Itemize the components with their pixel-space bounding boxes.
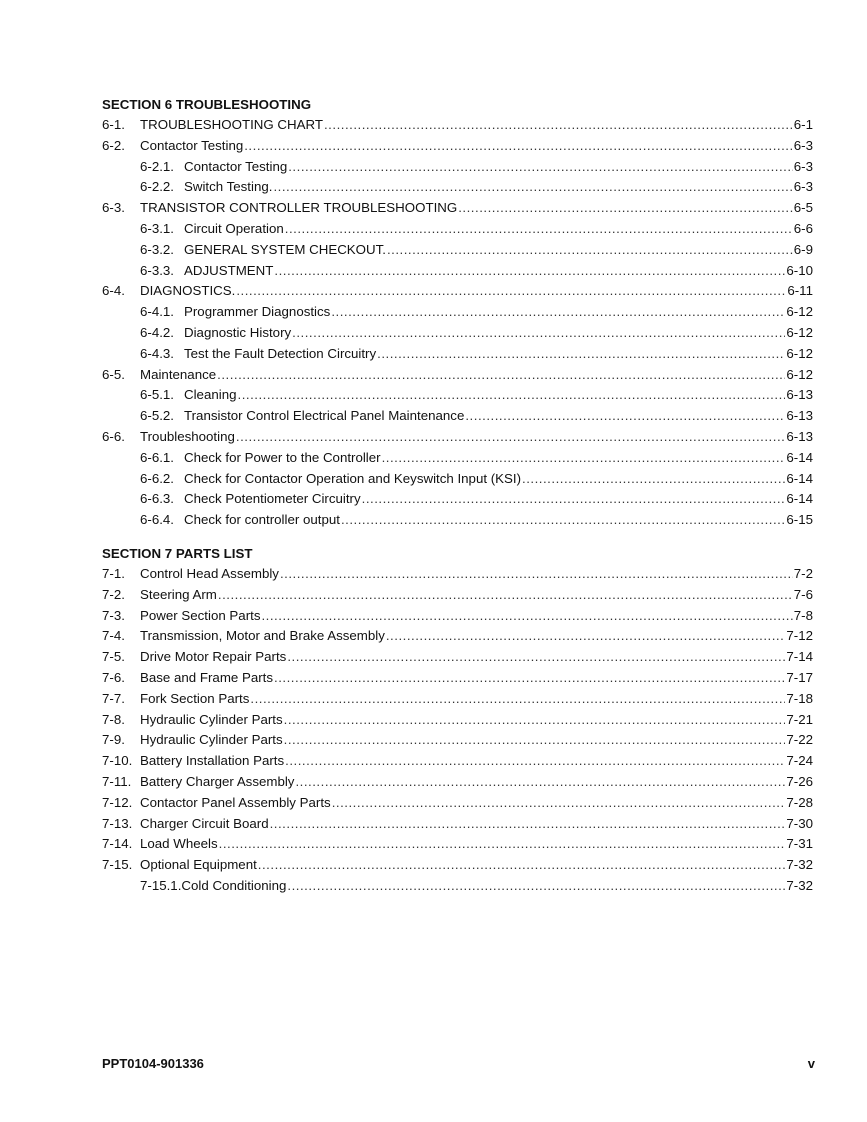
toc-entry-number: 6-2. <box>102 137 125 153</box>
toc-entry[interactable] <box>102 365 813 386</box>
toc-entry[interactable] <box>102 157 813 178</box>
toc-entry-page: 6-6 <box>793 220 813 236</box>
toc-entry-title: Check Potentiometer Circuitry <box>184 491 361 507</box>
toc-entry-page: 7-2 <box>793 565 813 581</box>
toc-entry-page: 7-30 <box>786 815 813 831</box>
toc-entry-title: Hydraulic Cylinder Parts <box>140 732 283 748</box>
toc-entry-page: 7-17 <box>786 669 813 685</box>
toc-entry-number: 7-7. <box>102 690 125 706</box>
dot-leader <box>386 626 786 647</box>
toc-entry-title: Contactor Panel Assembly Parts <box>140 794 331 810</box>
dot-leader <box>284 730 786 751</box>
toc-entry-page: 6-13 <box>786 408 813 424</box>
toc-entry-number: 6-3. <box>102 200 125 216</box>
toc-entry-title: Cleaning <box>184 387 237 403</box>
toc-entry-number: 6-3.3. <box>140 262 175 278</box>
toc-entry-number: 7-4. <box>102 628 125 644</box>
toc-entry-number: 6-2.2. <box>140 179 175 195</box>
toc-entry-number: 7-9. <box>102 732 125 748</box>
toc-entry-page: 7-32 <box>786 877 813 893</box>
toc-entry-number: 7-14. <box>102 836 133 852</box>
dot-leader <box>273 177 792 198</box>
toc-entry[interactable] <box>102 302 813 323</box>
toc-entry-title: ADJUSTMENT <box>184 262 274 278</box>
toc-entry-title: Optional Equipment <box>140 857 257 873</box>
toc-entry-page: 7-14 <box>786 649 813 665</box>
dot-leader <box>236 281 786 302</box>
toc-entry-number: 7-8. <box>102 711 125 727</box>
toc-entry[interactable] <box>102 564 813 585</box>
toc-entry-number: 6-4.2. <box>140 324 175 340</box>
toc-entry-number: 6-6.4. <box>140 512 175 528</box>
toc-entry-page: 7-21 <box>786 711 813 727</box>
dot-leader <box>287 647 785 668</box>
toc-entry[interactable] <box>102 136 813 157</box>
toc-entry-page: 6-3 <box>793 158 813 174</box>
toc-entry-title: Switch Testing. <box>184 179 273 195</box>
toc-entry[interactable] <box>102 281 813 302</box>
toc-entry-number: 6-6.1. <box>140 449 175 465</box>
page-number: v <box>807 1056 815 1071</box>
section-heading: SECTION 7 PARTS LIST <box>102 545 253 561</box>
dot-leader <box>324 115 793 136</box>
toc-entry-page: 6-14 <box>786 470 813 486</box>
toc-entry-page: 7-26 <box>786 773 813 789</box>
toc-entry-page: 6-11 <box>787 283 813 299</box>
toc-entry-title: Control Head Assembly <box>140 565 279 581</box>
toc-entry-page: 6-10 <box>786 262 813 278</box>
toc-entry-page: 7-31 <box>786 836 813 852</box>
toc-entry-title: Base and Frame Parts <box>140 669 274 685</box>
dot-leader <box>244 136 793 157</box>
dot-leader <box>270 814 786 835</box>
toc-entry-page: 7-22 <box>786 732 813 748</box>
toc-entry[interactable] <box>102 668 813 689</box>
toc-entry-title: Steering Arm <box>140 586 217 602</box>
toc-entry-title: Test the Fault Detection Circuitry <box>184 345 377 361</box>
toc-entry-number: 6-4.1. <box>140 304 175 320</box>
toc-entry-title: Transistor Control Electrical Panel Maintenance <box>184 408 465 424</box>
section-entries <box>102 115 813 531</box>
toc-entry-page: 6-15 <box>786 512 813 528</box>
toc-entry-number: 7-13. <box>102 815 133 831</box>
toc-entry-number: 7-5. <box>102 649 125 665</box>
toc-entry-page: 6-13 <box>786 428 813 444</box>
dot-leader <box>292 323 785 344</box>
toc-entry-number: 7-12. <box>102 794 133 810</box>
toc-entry[interactable] <box>102 427 813 448</box>
table-of-contents <box>102 95 813 897</box>
toc-entry[interactable] <box>102 772 813 793</box>
toc-entry-page: 7-8 <box>793 607 813 623</box>
toc-entry-title: Maintenance <box>140 366 217 382</box>
dot-leader <box>280 564 793 585</box>
toc-entry-number: 6-4.3. <box>140 345 175 361</box>
dot-leader <box>250 689 785 710</box>
toc-entry-number: 6-5.2. <box>140 408 175 424</box>
toc-entry-title: Drive Motor Repair Parts <box>140 649 287 665</box>
dot-leader <box>238 385 786 406</box>
toc-entry-number: 7-6. <box>102 669 125 685</box>
dot-leader <box>236 427 786 448</box>
toc-entry-title: Load Wheels <box>140 836 218 852</box>
toc-entry-title: Contactor Testing <box>140 137 244 153</box>
dot-leader <box>341 510 785 531</box>
dot-leader <box>522 469 785 490</box>
document-id: PPT0104-901336 <box>102 1056 204 1071</box>
dot-leader <box>288 157 793 178</box>
toc-entry-page: 6-9 <box>793 241 813 257</box>
dot-leader <box>331 302 785 323</box>
toc-entry-number: 6-3.2. <box>140 241 175 257</box>
toc-entry-number: 6-5. <box>102 366 125 382</box>
toc-entry-page: 7-18 <box>786 690 813 706</box>
dot-leader <box>458 198 793 219</box>
toc-entry-page: 7-28 <box>786 794 813 810</box>
dot-leader <box>219 834 786 855</box>
toc-entry-page: 7-12 <box>786 628 813 644</box>
toc-entry-title: Check for Power to the Controller <box>184 449 381 465</box>
toc-entry-title: Check for Contactor Operation and Keyswitch Input (KSI) <box>184 470 522 486</box>
toc-entry-title: Contactor Testing <box>184 158 288 174</box>
toc-entry-page: 6-13 <box>786 387 813 403</box>
dot-leader <box>387 240 793 261</box>
toc-entry[interactable] <box>102 626 813 647</box>
toc-entry-title: Diagnostic History <box>184 324 292 340</box>
dot-leader <box>362 489 786 510</box>
dot-leader <box>285 751 785 772</box>
toc-entry[interactable] <box>102 751 813 772</box>
toc-entry-page: 6-12 <box>786 304 813 320</box>
dot-leader <box>218 585 793 606</box>
toc-entry[interactable] <box>102 814 813 835</box>
toc-entry[interactable] <box>102 855 813 876</box>
toc-entry-number: 6-6. <box>102 428 125 444</box>
toc-entry-title: GENERAL SYSTEM CHECKOUT. <box>184 241 386 257</box>
toc-entry[interactable] <box>102 730 813 751</box>
toc-entry-title: Transmission, Motor and Brake Assembly <box>140 628 385 644</box>
toc-entry-title: Battery Installation Parts <box>140 753 285 769</box>
toc-entry[interactable] <box>102 489 813 510</box>
dot-leader <box>258 855 786 876</box>
toc-entry-number: 7-2. <box>102 586 125 602</box>
dot-leader <box>295 772 785 793</box>
toc-entry-number: 6-1. <box>102 117 125 132</box>
toc-entry[interactable] <box>102 219 813 240</box>
dot-leader <box>465 406 785 427</box>
toc-entry[interactable] <box>102 793 813 814</box>
toc-entry[interactable] <box>102 385 813 406</box>
toc-entry[interactable] <box>102 585 813 606</box>
toc-entry[interactable] <box>102 177 813 198</box>
toc-entry[interactable] <box>102 689 813 710</box>
toc-entry-title: Fork Section Parts <box>140 690 250 706</box>
dot-leader <box>382 448 786 469</box>
page-footer <box>102 1056 815 1071</box>
toc-entry[interactable] <box>102 834 813 855</box>
dot-leader <box>274 668 785 689</box>
dot-leader <box>377 344 785 365</box>
toc-entry-title: Hydraulic Cylinder Parts <box>140 711 283 727</box>
toc-entry-page: 6-12 <box>786 345 813 361</box>
toc-entry[interactable] <box>102 606 813 627</box>
toc-entry[interactable] <box>102 510 813 531</box>
toc-entry-number: 7-15.1. <box>140 877 182 893</box>
toc-entry[interactable] <box>102 647 813 668</box>
toc-entry[interactable] <box>102 876 813 897</box>
toc-entry-page: 6-5 <box>793 200 813 216</box>
toc-entry-page: 6-12 <box>786 324 813 340</box>
toc-entry-title: TROUBLESHOOTING CHART <box>140 117 323 132</box>
toc-entry-title: Programmer Diagnostics <box>184 304 331 320</box>
dot-leader <box>284 710 786 731</box>
section-entries <box>102 564 813 897</box>
dot-leader <box>332 793 786 814</box>
toc-entry[interactable] <box>102 240 813 261</box>
dot-leader <box>287 876 785 897</box>
toc-entry-number: 6-5.1. <box>140 387 175 403</box>
toc-entry-title: Battery Charger Assembly <box>140 773 295 789</box>
toc-entry[interactable] <box>102 115 813 136</box>
toc-entry-page: 6-14 <box>786 449 813 465</box>
toc-entry[interactable] <box>102 323 813 344</box>
toc-entry-title: TRANSISTOR CONTROLLER TROUBLESHOOTING <box>140 200 458 216</box>
section-heading: SECTION 6 TROUBLESHOOTING <box>102 97 312 112</box>
toc-entry-title: Power Section Parts <box>140 607 261 623</box>
toc-entry[interactable] <box>102 261 813 282</box>
toc-entry-number: 6-4. <box>102 283 125 299</box>
toc-entry-number: 7-15. <box>102 857 133 873</box>
toc-entry-title: DIAGNOSTICS. <box>140 283 236 299</box>
toc-entry[interactable] <box>102 198 813 219</box>
toc-entry-number: 7-3. <box>102 607 125 623</box>
toc-entry-number: 7-1. <box>102 565 125 581</box>
toc-entry-number: 6-6.2. <box>140 470 175 486</box>
toc-entry[interactable] <box>102 469 813 490</box>
dot-leader <box>274 261 785 282</box>
toc-entry-page: 6-1 <box>793 117 813 132</box>
dot-leader <box>261 606 792 627</box>
toc-entry-number: 7-10. <box>102 753 133 769</box>
toc-entry-page: 7-6 <box>793 586 813 602</box>
toc-entry-page: 7-24 <box>786 753 813 769</box>
toc-entry-page: 7-32 <box>786 857 813 873</box>
dot-leader <box>285 219 793 240</box>
toc-entry-number: 7-11. <box>102 773 132 789</box>
toc-entry[interactable] <box>102 710 813 731</box>
toc-entry-title: Troubleshooting <box>140 428 235 444</box>
dot-leader <box>217 365 785 386</box>
toc-entry[interactable] <box>102 344 813 365</box>
toc-entry[interactable] <box>102 448 813 469</box>
toc-entry-page: 6-3 <box>793 179 813 195</box>
toc-entry-title: Check for controller output <box>184 512 340 528</box>
toc-entry-page: 6-3 <box>793 137 813 153</box>
toc-entry[interactable] <box>102 406 813 427</box>
toc-entry-title: Circuit Operation <box>184 220 284 236</box>
toc-entry-page: 6-14 <box>786 491 813 507</box>
toc-entry-title: Cold Conditioning <box>181 877 287 893</box>
toc-entry-title: Charger Circuit Board <box>140 815 269 831</box>
toc-entry-number: 6-3.1. <box>140 220 175 236</box>
toc-entry-number: 6-2.1. <box>140 158 175 174</box>
toc-entry-page: 6-12 <box>786 366 813 382</box>
toc-entry-number: 6-6.3. <box>140 491 175 507</box>
